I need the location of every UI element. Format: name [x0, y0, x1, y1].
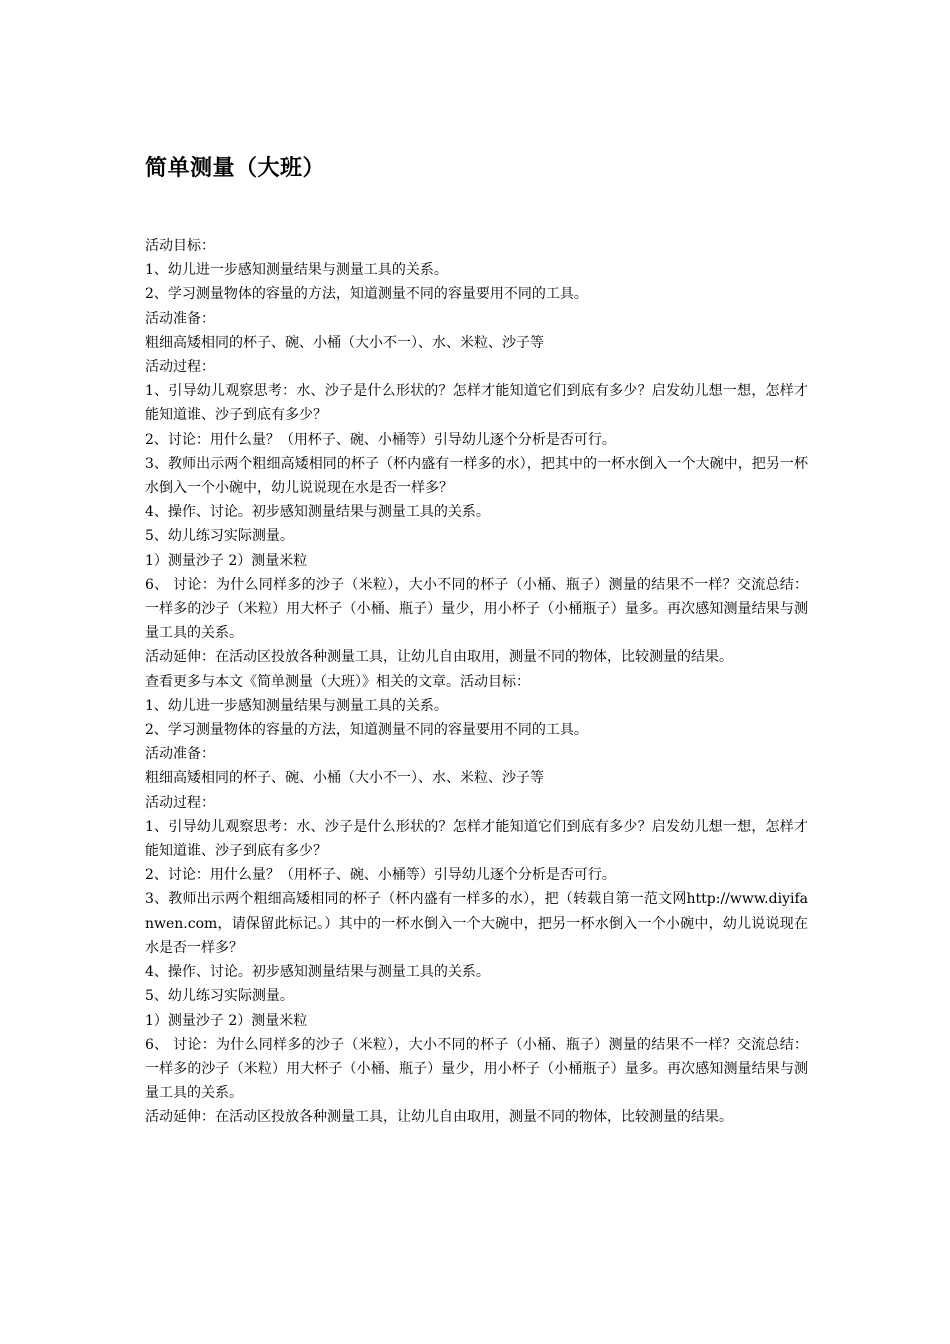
paragraph: 5、幼儿练习实际测量。	[145, 528, 294, 545]
paragraph: 2、学习测量物体的容量的方法，知道测量不同的容量要用不同的工具。	[145, 722, 588, 739]
paragraph: 活动过程：	[145, 359, 215, 376]
paragraph: 查看更多与本文《简单测量（大班）》相关的文章。活动目标：	[145, 673, 530, 690]
paragraph: 4、操作、讨论。初步感知测量结果与测量工具的关系。	[145, 964, 490, 981]
paragraph: 2、讨论：用什么量？（用杯子、碗、小桶等）引导幼儿逐个分析是否可行。	[145, 431, 616, 448]
paragraph: 活动准备：	[145, 310, 215, 327]
paragraph: 活动过程：	[145, 794, 215, 811]
paragraph: 粗细高矮相同的杯子、碗、小桶（大小不一）、水、米粒、沙子等	[145, 334, 544, 351]
paragraph: 1、引导幼儿观察思考：水、沙子是什么形状的？怎样才能知道它们到底有多少？启发幼儿想一想，怎样才能知道谁、沙子到底有多少？	[145, 818, 808, 860]
paragraph: 1、幼儿进一步感知测量结果与测量工具的关系。	[145, 262, 448, 279]
paragraph: 2、讨论：用什么量？（用杯子、碗、小桶等）引导幼儿逐个分析是否可行。	[145, 867, 616, 884]
paragraph: 活动准备：	[145, 746, 215, 763]
paragraph: 3、教师出示两个粗细高矮相同的杯子（杯内盛有一样多的水），把（转载自第一范文网http://www.diyifanwen.com，请保留此标记。）其中的一杯水倒入一个大碗中，把另一杯水倒入一个小碗中，幼儿说说现在水是否一样多？	[145, 891, 808, 956]
paragraph: 1、引导幼儿观察思考：水、沙子是什么形状的？怎样才能知道它们到底有多少？启发幼儿想一想，怎样才能知道谁、沙子到底有多少？	[145, 383, 808, 424]
paragraph: 1、幼儿进一步感知测量结果与测量工具的关系。	[145, 697, 448, 714]
document-title: 简单测量（大班）	[145, 156, 326, 181]
paragraph: 1）测量沙子 2）测量米粒	[145, 552, 308, 569]
paragraph: 活动延伸：在活动区投放各种测量工具，让幼儿自由取用，测量不同的物体，比较测量的结果。	[145, 1109, 733, 1126]
paragraph: 3、教师出示两个粗细高矮相同的杯子（杯内盛有一样多的水），把其中的一杯水倒入一个大碗中，把另一杯水倒入一个小碗中，幼儿说说现在水是否一样多？	[145, 455, 808, 497]
paragraph: 6、 讨论：为什么同样多的沙子（米粒），大小不同的杯子（小桶、瓶子）测量的结果不一样？交流总结：一样多的沙子（米粒）用大杯子（小桶、瓶子）量少，用小杯子（小桶瓶子）量多。再次感知测量结果与测量工具的关系。	[145, 576, 808, 642]
paragraph: 2、学习测量物体的容量的方法，知道测量不同的容量要用不同的工具。	[145, 286, 588, 303]
paragraph: 5、幼儿练习实际测量。	[145, 988, 294, 1005]
document-body	[145, 234, 808, 1130]
paragraph: 1）测量沙子 2）测量米粒	[145, 1012, 308, 1029]
paragraph: 活动延伸：在活动区投放各种测量工具，让幼儿自由取用，测量不同的物体，比较测量的结果。	[145, 649, 733, 666]
paragraph: 粗细高矮相同的杯子、碗、小桶（大小不一）、水、米粒、沙子等	[145, 770, 544, 787]
paragraph: 6、 讨论：为什么同样多的沙子（米粒），大小不同的杯子（小桶、瓶子）测量的结果不一样？交流总结：一样多的沙子（米粒）用大杯子（小桶、瓶子）量少，用小杯子（小桶瓶子）量多。再次感知测量结果与测量工具的关系。	[145, 1036, 808, 1102]
paragraph: 4、操作、讨论。初步感知测量结果与测量工具的关系。	[145, 504, 490, 521]
paragraph: 活动目标：	[145, 238, 215, 254]
